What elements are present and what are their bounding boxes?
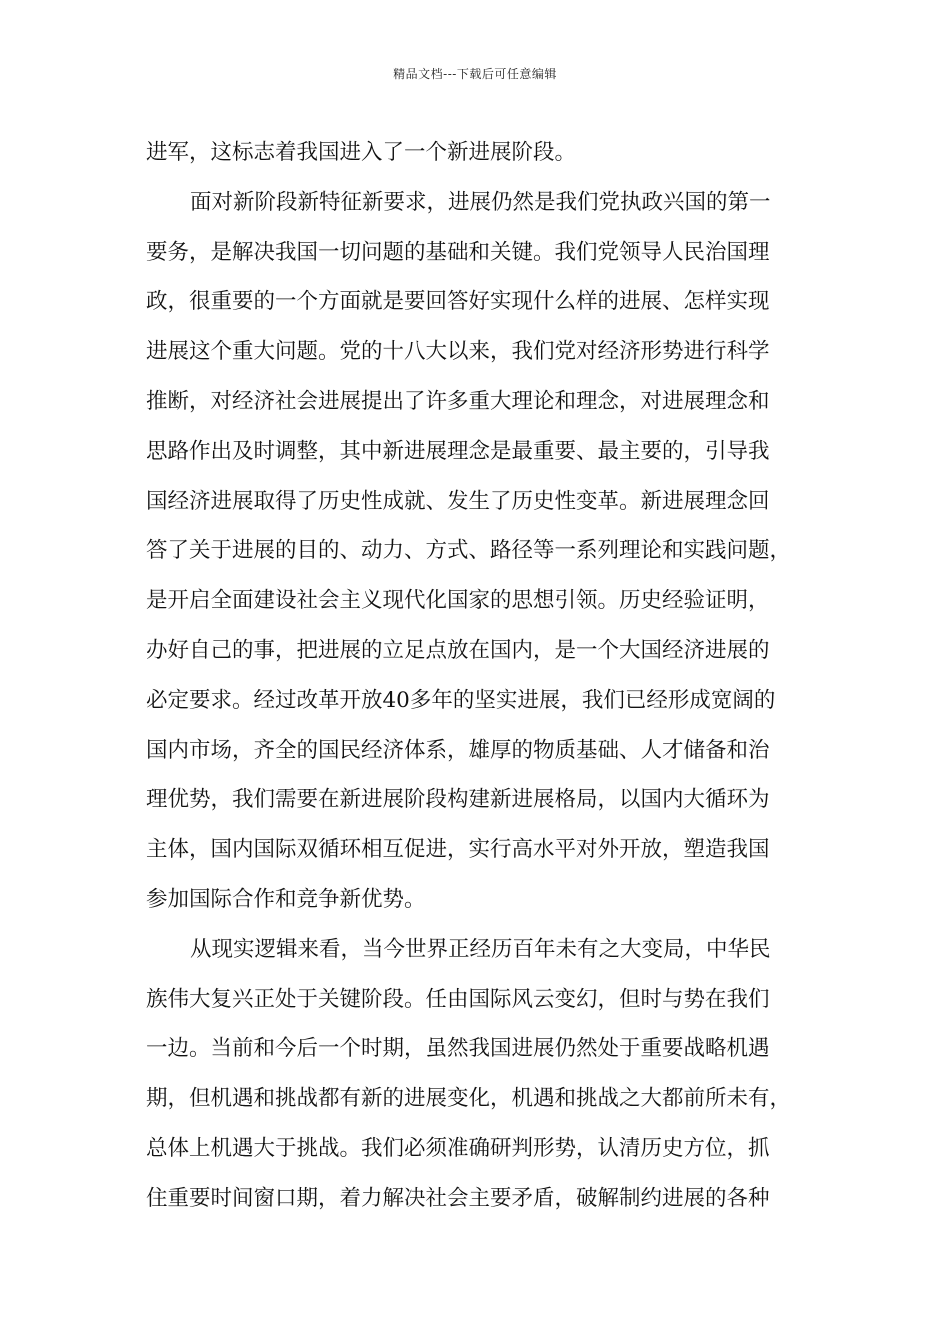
paragraph-first-line: 面对新阶段新特征新要求，进展仍然是我们党执政兴国的第一 [190, 189, 771, 215]
text-line: 思路作出及时调整，其中新进展理念是最重要、最主要的，引导我 [146, 438, 770, 464]
paragraph-first-line: 从现实逻辑来看，当今世界正经历百年未有之大变局，中华民 [190, 936, 771, 962]
text-line: 要务，是解决我国一切问题的基础和关键。我们党领导人民治国理 [146, 239, 770, 265]
body-text [146, 128, 806, 1224]
text-line: 政，很重要的一个方面就是要回答好实现什么样的进展、怎样实现 [146, 289, 770, 315]
text-line: 办好自己的事，把进展的立足点放在国内，是一个大国经济进展的 [146, 637, 770, 663]
text-line: 主体，国内国际双循环相互促进，实行高水平对外开放，塑造我国 [146, 837, 770, 863]
text-line: 答了关于进展的目的、动力、方式、路径等一系列理论和实践问题， [146, 538, 792, 564]
text-line: 国内市场，齐全的国民经济体系，雄厚的物质基础、人才储备和治 [146, 737, 770, 763]
text-line: 总体上机遇大于挑战。我们必须准确研判形势，认清历史方位，抓 [146, 1135, 770, 1161]
page-header: 精品文档---下载后可任意编辑 [393, 67, 557, 81]
text-line: 族伟大复兴正处于关键阶段。任由国际风云变幻，但时与势在我们 [146, 986, 770, 1012]
text-line: 一边。当前和今后一个时期，虽然我国进展仍然处于重要战略机遇 [146, 1036, 770, 1062]
text-line: 进军，这标志着我国进入了一个新进展阶段。 [146, 140, 577, 165]
text-line: 是开启全面建设社会主义现代化国家的思想引领。历史经验证明， [146, 588, 770, 614]
text-line: 必定要求。经过改革开放40多年的坚实进展，我们已经形成宽阔的 [146, 687, 776, 713]
text-line: 理优势，我们需要在新进展阶段构建新进展格局，以国内大循环为 [146, 787, 770, 813]
text-line: 参加国际合作和竞争新优势。 [146, 886, 426, 912]
text-line: 国经济进展取得了历史性成就、发生了历史性变革。新进展理念回 [146, 488, 770, 514]
text-line: 期，但机遇和挑战都有新的进展变化，机遇和挑战之大都前所未有， [146, 1086, 792, 1112]
text-line: 住重要时间窗口期，着力解决社会主要矛盾，破解制约进展的各种 [146, 1185, 770, 1211]
text-line: 推断，对经济社会进展提出了许多重大理论和理念，对进展理念和 [146, 388, 770, 414]
text-line: 进展这个重大问题。党的十八大以来，我们党对经济形势进行科学 [146, 339, 770, 365]
